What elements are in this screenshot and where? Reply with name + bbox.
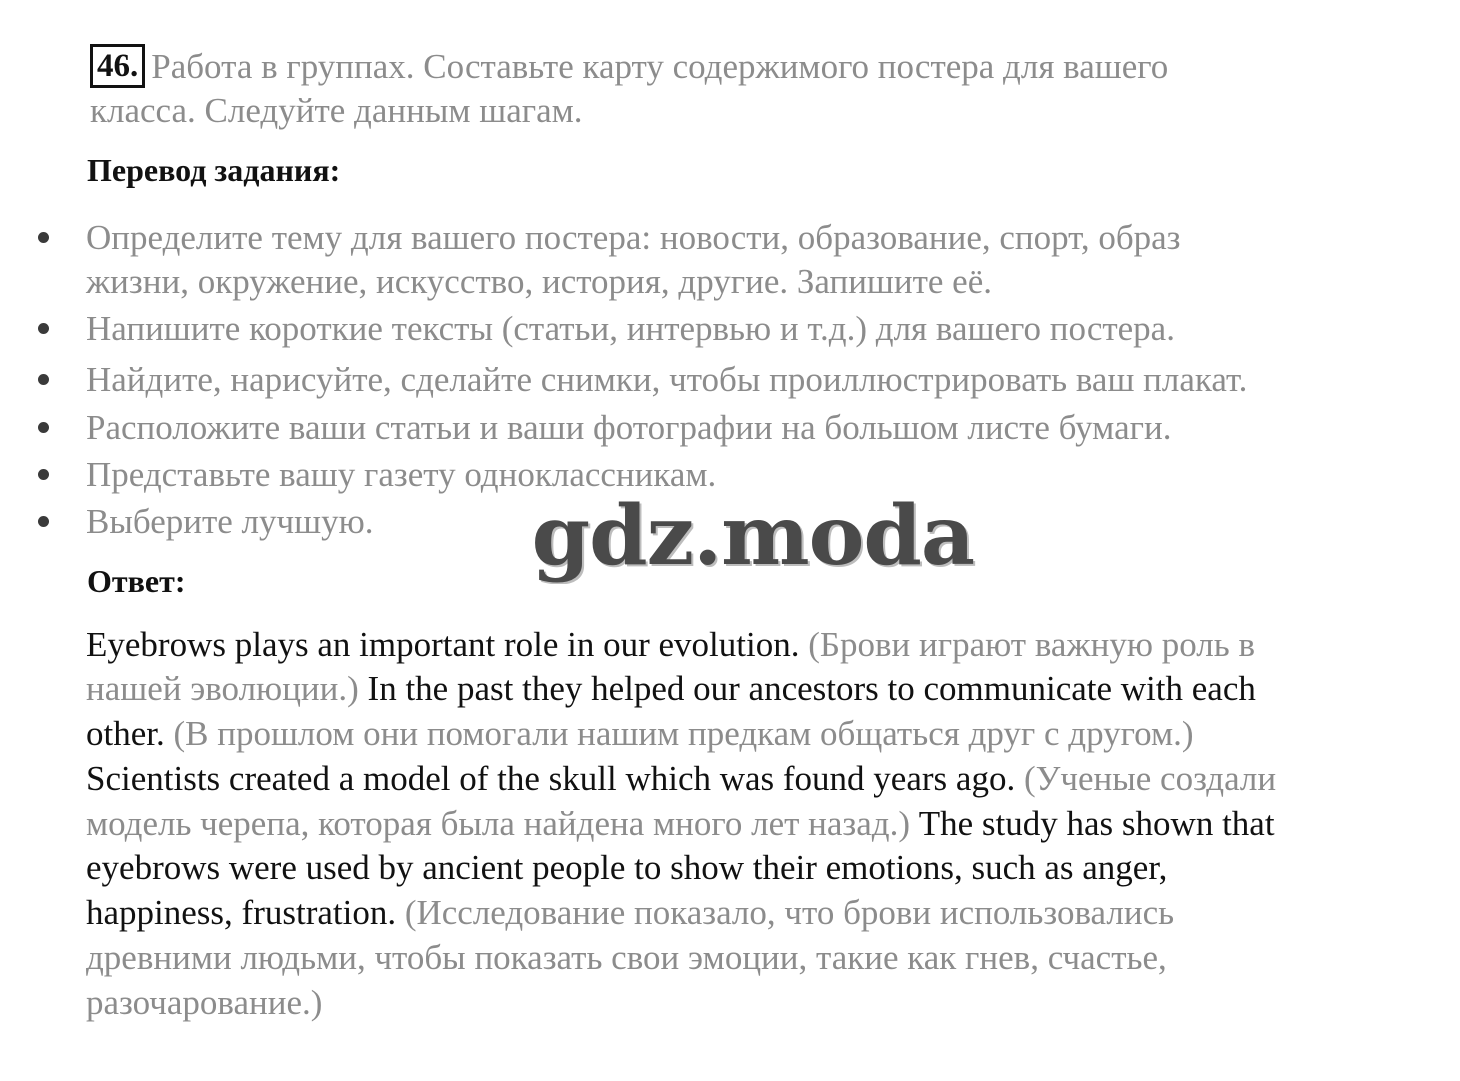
watermark-logo: gdz.moda bbox=[531, 488, 975, 584]
translation-heading: Перевод задания: bbox=[87, 152, 341, 188]
answer-english-text: In the past they helped our ancestors to communicate with each bbox=[358, 669, 1256, 708]
bullet-text: жизни, окружение, искусство, история, другие. Запишите её. bbox=[86, 262, 993, 301]
bullet-item bbox=[0, 406, 1460, 450]
bullet-item bbox=[0, 216, 1460, 260]
bullet-dot-icon bbox=[38, 469, 49, 480]
answer-russian-text: (Ученые создали bbox=[1015, 759, 1277, 798]
answer-russian-text: модель черепа, которая была найдена много лет назад.) bbox=[86, 804, 911, 843]
bullet-dot-icon bbox=[38, 422, 49, 433]
answer-russian-text: разочарование.) bbox=[86, 983, 323, 1022]
answer-line bbox=[86, 802, 1275, 846]
bullet-text: Расположите ваши статьи и ваши фотографии на большом листе бумаги. bbox=[86, 408, 1172, 447]
answer-english-text: The study has shown that bbox=[910, 804, 1275, 843]
task-number-badge: 46. bbox=[90, 44, 145, 88]
answer-russian-text: (Исследование показало, что брови использовались bbox=[396, 893, 1175, 932]
bullet-dot-icon bbox=[38, 232, 49, 243]
answer-line bbox=[86, 846, 1167, 890]
bullet-item bbox=[0, 358, 1460, 402]
answer-english-text: Eyebrows plays an important role in our evolution. bbox=[86, 625, 800, 664]
answer-russian-text: древними людьми, чтобы показать свои эмоции, такие как гнев, счастье, bbox=[86, 938, 1167, 977]
answer-line bbox=[86, 667, 1256, 711]
answer-english-text: happiness, frustration. bbox=[86, 893, 397, 932]
bullet-item bbox=[0, 307, 1460, 351]
task-text-line-1: Работа в группах. Составьте карту содержимого постера для вашего bbox=[151, 47, 1169, 86]
task-line-1 bbox=[90, 44, 1168, 89]
bullet-text: Напишите короткие тексты (статьи, интервью и т.д.) для вашего постера. bbox=[86, 309, 1175, 348]
task-text-line-2: класса. Следуйте данным шагам. bbox=[90, 91, 583, 130]
answer-english-text: Scientists created a model of the skull which was found years ago. bbox=[86, 759, 1016, 798]
answer-line bbox=[86, 623, 1255, 667]
answer-english-text: other. bbox=[86, 714, 165, 753]
task-line-2 bbox=[90, 89, 583, 133]
answer-line bbox=[86, 757, 1276, 801]
answer-heading: Ответ: bbox=[87, 563, 186, 599]
bullet-dot-icon bbox=[38, 323, 49, 334]
bullet-text: Представьте вашу газету одноклассникам. bbox=[86, 455, 717, 494]
bullet-dot-icon bbox=[38, 516, 49, 527]
answer-russian-text: нашей эволюции.) bbox=[86, 669, 359, 708]
answer-russian-text: (Брови играют важную роль в bbox=[799, 625, 1255, 664]
bullet-dot-icon bbox=[38, 374, 49, 385]
answer-russian-text: (В прошлом они помогали нашим предкам общаться друг с другом.) bbox=[164, 714, 1194, 753]
answer-english-text: eyebrows were used by ancient people to show their emotions, such as anger, bbox=[86, 848, 1168, 887]
answer-line bbox=[86, 891, 1174, 935]
answer-line bbox=[86, 936, 1167, 980]
answer-line bbox=[86, 981, 322, 1025]
bullet-text: Выберите лучшую. bbox=[86, 502, 374, 541]
answer-line bbox=[86, 712, 1194, 756]
bullet-item-continuation bbox=[0, 260, 1460, 304]
bullet-text: Определите тему для вашего постера: новости, образование, спорт, образ bbox=[86, 218, 1181, 257]
bullet-text: Найдите, нарисуйте, сделайте снимки, чтобы проиллюстрировать ваш плакат. bbox=[86, 360, 1248, 399]
